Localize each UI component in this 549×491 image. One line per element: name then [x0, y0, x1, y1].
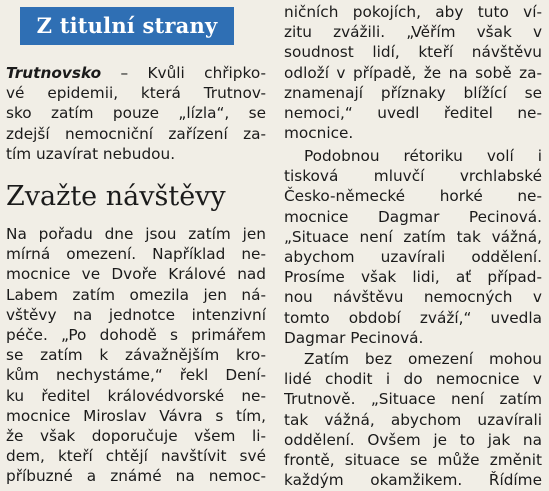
- body-right-line: lidé chodit i do nemocnice v: [284, 370, 542, 389]
- body-right-line: ničních pokojích, aby tuto ví-: [284, 3, 542, 21]
- body-right-line: oddělení. Ovšem je to jak na: [284, 430, 542, 449]
- lead-line-4: zdejší nemocniční zařízení za-: [6, 124, 266, 143]
- body-right-line: nou návštěvu nemocných v: [284, 288, 542, 307]
- lead-line-1: Trutnovsko – Kvůli chřipko-: [6, 64, 266, 82]
- body-right-paragraph-2: [284, 146, 542, 348]
- body-right-line: „Situace není zatím tak vážná,: [284, 227, 542, 246]
- body-right-line: každým okamžikem. Řídíme: [284, 471, 542, 490]
- body-left-paragraph: [6, 224, 266, 486]
- body-right-line: Prosíme však lidi, ať případ-: [284, 268, 542, 287]
- body-right-line: odloží v případě, že na sobě za-: [284, 63, 542, 82]
- body-right-line: soudnost lidí, kteří návštěvu: [284, 43, 542, 62]
- body-right-line: tomto období zváží,“ uvedla: [284, 308, 542, 327]
- body-left-line: mocnice ve Dvoře Králové nad: [6, 265, 266, 284]
- body-right-line: mocnice Dagmar Pecinová.: [284, 207, 542, 226]
- body-right-line: Podobnou rétoriku volí i: [304, 147, 542, 165]
- body-right-line: Zatím bez omezení mohou: [304, 350, 542, 368]
- body-left-line: péče. „Po dohodě s primářem: [6, 325, 266, 344]
- body-right-line: Česko-německé horké ne-: [284, 187, 542, 206]
- body-right-line: zitu zvážili. „Věřím však v: [284, 23, 542, 42]
- body-right-line: tisková mluvčí vrchlabské: [284, 167, 542, 186]
- body-right-line: nemoci,“ uvedl ředitel ne-: [284, 103, 542, 122]
- body-right-line: mocnice.: [284, 124, 354, 143]
- body-right-line: abychom uzavírali oddělení.: [284, 247, 542, 266]
- place-name: Trutnovsko: [6, 64, 102, 82]
- body-right-line: Dagmar Pecinová.: [284, 328, 424, 347]
- body-left-line: ku ředitel královédvorské ne-: [6, 386, 266, 405]
- body-right-paragraph-1: [284, 2, 542, 143]
- body-left-line: Na pořadu dne jsou zatím jen: [6, 225, 266, 243]
- body-right-line: frontě, situace se může změnit: [284, 450, 542, 469]
- body-left-line: příbuzné a známé na nemoc-: [6, 467, 266, 486]
- lead-line-2: vé epidemii, která Trutnov-: [6, 84, 266, 103]
- body-left-line: dem, kteří chtějí navštívit své: [6, 447, 266, 466]
- body-left-line: Labem zatím omezila jen ná-: [6, 285, 266, 304]
- body-right-line: znamenají příznaky blížící se: [284, 83, 542, 102]
- body-left-line: mírná omezení. Například ne-: [6, 245, 266, 264]
- body-left-line: mocnice Miroslav Vávra s tím,: [6, 406, 266, 425]
- lead-line-3: sko zatím pouze „lízla“, se: [6, 104, 266, 123]
- lead-line-5: tím uzavírat nebudou.: [6, 144, 176, 163]
- body-right-paragraph-3: [284, 349, 542, 490]
- body-left-line: se zatím k závažnějším kro-: [6, 346, 266, 365]
- lead-paragraph: [6, 63, 266, 164]
- body-right-line: Trutnově. „Situace není zatím: [284, 390, 542, 409]
- article-headline: Zvažte návštěvy: [6, 181, 226, 212]
- body-left-line: že však doporučuje všem li-: [6, 426, 266, 445]
- body-left-line: vštěvy na jednotce intenzivní: [6, 305, 266, 324]
- body-left-line: kům nechystáme,“ řekl Dení-: [6, 366, 266, 385]
- body-right-line: tak vážná, abychom uzavírali: [284, 410, 542, 429]
- section-header: Z titulní strany: [20, 7, 234, 45]
